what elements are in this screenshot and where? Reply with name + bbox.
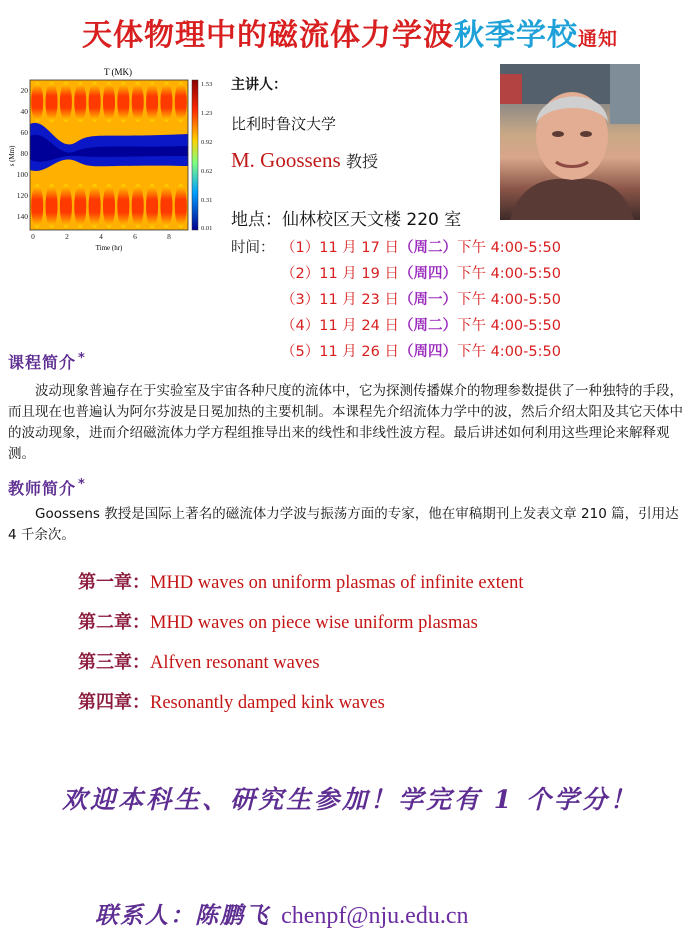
colorbar xyxy=(192,80,198,230)
contact-email[interactable]: chenpf@nju.edu.cn xyxy=(281,903,469,929)
speaker-name: M. Goossens xyxy=(231,148,341,172)
schedule-num: （3） xyxy=(281,292,320,308)
heatmap-blob xyxy=(160,184,172,228)
schedule-time: 下午 4:00-5:50 xyxy=(456,240,561,256)
chapter-number: 第二章： xyxy=(78,612,150,633)
colorbar-tick-label: 1.53 xyxy=(201,81,213,88)
page-title xyxy=(0,10,700,54)
schedule-row xyxy=(231,339,561,365)
chapter-item xyxy=(78,610,524,650)
schedule-date: 11 月 19 日 xyxy=(319,266,399,282)
chapter-number: 第四章： xyxy=(78,692,150,713)
x-tick-label: 8 xyxy=(167,232,171,241)
venue: 地点：仙林校区天文楼 220 室 xyxy=(231,210,462,230)
portrait-illustration xyxy=(500,64,640,220)
chapter-title: Alfven resonant waves xyxy=(150,653,320,673)
y-axis-label: s (Mm) xyxy=(8,145,16,167)
schedule-row xyxy=(231,287,561,313)
heatmap-blob xyxy=(74,184,86,228)
colorbar-ticks xyxy=(201,81,212,232)
chapter-item xyxy=(78,650,524,690)
schedule-weekday: （周四） xyxy=(398,266,457,282)
heatmap-blob xyxy=(146,82,158,122)
contact-line xyxy=(95,897,468,930)
contact-label: 联系人：陈鹏飞 xyxy=(95,902,270,929)
plot-title: T (MK) xyxy=(103,67,133,77)
chapter-title: MHD waves on piece wise uniform plasmas xyxy=(150,613,478,633)
teacher-description: Goossens 教授是国际上著名的磁流体力学波与振荡方面的专家，他在审稿期刊上发表文章 210 篇，引用达 4 千余次。 xyxy=(8,506,679,543)
heatmap-blob xyxy=(74,82,86,122)
heatmap-blob xyxy=(132,82,144,122)
y-tick-label: 20 xyxy=(20,86,28,95)
schedule-lead: 时间： xyxy=(231,240,275,256)
y-tick-label: 80 xyxy=(20,149,28,158)
course-description: 波动现象普遍存在于实验室及宇宙各种尺度的流体中，它为探测传播媒介的物理参数提供了一种独特的手段，而且现在也普遍认为阿尔芬波是日冕加热的主要机制。本课程先介绍流体力学中的波，然后介绍太阳及其它天体中的波动现象，进而介绍磁流体力学方程组推导出来的线性和非线性波方程。最后讲述如何利用这些理论来解释观测。 xyxy=(8,383,683,462)
y-tick-label: 120 xyxy=(16,191,28,200)
y-axis xyxy=(17,86,29,221)
x-tick-label: 6 xyxy=(133,232,137,241)
schedule-row xyxy=(231,313,561,339)
chapter-title: MHD waves on uniform plasmas of infinite extent xyxy=(150,573,524,593)
schedule-date: 11 月 17 日 xyxy=(319,240,399,256)
colorbar-tick-label: 0.62 xyxy=(201,168,213,175)
x-axis xyxy=(31,232,171,241)
heatmap-blob xyxy=(117,82,129,122)
schedule-date: 11 月 24 日 xyxy=(319,318,399,334)
heatmap-blob xyxy=(103,184,115,228)
heatmap-svg xyxy=(8,66,223,256)
speaker-university: 比利时鲁汶大学 xyxy=(231,115,337,133)
colorbar-tick-label: 0.92 xyxy=(201,139,213,146)
chapter-title: Resonantly damped kink waves xyxy=(150,693,385,713)
schedule-weekday: （周四） xyxy=(398,344,457,360)
chapter-list xyxy=(78,570,524,730)
x-tick-label: 2 xyxy=(65,232,69,241)
heatmap-blob xyxy=(160,82,172,122)
chapter-item xyxy=(78,570,524,610)
heatmap-blob xyxy=(60,184,72,228)
title-highlight: 秋季学校 xyxy=(453,18,578,53)
schedule xyxy=(231,235,561,365)
colorbar-tick-label: 1.23 xyxy=(201,110,213,117)
x-axis-label: Time (hr) xyxy=(95,244,123,252)
heatmap-blob xyxy=(175,184,187,228)
schedule-time: 下午 4:00-5:50 xyxy=(456,292,561,308)
title-suffix: 通知 xyxy=(577,28,618,50)
colorbar-tick-label: 0.01 xyxy=(201,225,213,232)
heatmap-figure xyxy=(8,66,223,256)
schedule-weekday: （周二） xyxy=(398,318,457,334)
heatmap-blob xyxy=(46,184,58,228)
speaker-name-line xyxy=(231,148,378,173)
speaker-photo xyxy=(500,64,640,220)
heatmap-blob xyxy=(175,82,187,122)
heatmap-blob xyxy=(46,82,58,122)
heatmap-blob xyxy=(146,184,158,228)
chapter-number: 第三章： xyxy=(78,652,150,673)
heatmap-blob xyxy=(117,184,129,228)
chapter-number: 第一章： xyxy=(78,572,150,593)
speaker-title: 教授 xyxy=(345,152,378,171)
x-tick-label: 0 xyxy=(31,232,35,241)
welcome-banner: 欢迎本科生、研究生参加！学完有 1 个学分！ xyxy=(62,785,638,814)
title-main: 天体物理中的磁流体力学波 xyxy=(81,18,454,53)
schedule-time: 下午 4:00-5:50 xyxy=(456,318,561,334)
schedule-date: 11 月 26 日 xyxy=(319,344,399,360)
heatmap-blob xyxy=(60,82,72,122)
speaker-label: 主讲人： xyxy=(231,77,287,93)
chapter-item xyxy=(78,690,524,730)
colorbar-tick-label: 0.31 xyxy=(201,197,213,204)
teacher-heading: 教师简介 * xyxy=(8,476,86,499)
y-tick-label: 40 xyxy=(20,107,28,116)
y-tick-label: 60 xyxy=(20,128,28,137)
x-tick-label: 4 xyxy=(99,232,103,241)
heatmap-blob xyxy=(89,82,101,122)
schedule-num: （4） xyxy=(281,318,320,334)
heatmap-blob xyxy=(132,184,144,228)
course-heading: 课程简介 * xyxy=(8,350,86,373)
heatmap-blob xyxy=(89,184,101,228)
heatmap-blob xyxy=(103,82,115,122)
schedule-num: （5） xyxy=(281,344,320,360)
schedule-date: 11 月 23 日 xyxy=(319,292,399,308)
heatmap-blob xyxy=(31,82,43,122)
heatmap-blob xyxy=(31,184,43,228)
schedule-row xyxy=(231,261,561,287)
schedule-weekday: （周二） xyxy=(398,240,457,256)
schedule-weekday: （周一） xyxy=(398,292,457,308)
schedule-time: 下午 4:00-5:50 xyxy=(456,344,561,360)
schedule-time: 下午 4:00-5:50 xyxy=(456,266,561,282)
y-tick-label: 140 xyxy=(16,212,28,221)
y-tick-label: 100 xyxy=(16,170,28,179)
schedule-num: （1） xyxy=(281,240,320,256)
schedule-num: （2） xyxy=(281,266,320,282)
schedule-row xyxy=(231,235,561,261)
